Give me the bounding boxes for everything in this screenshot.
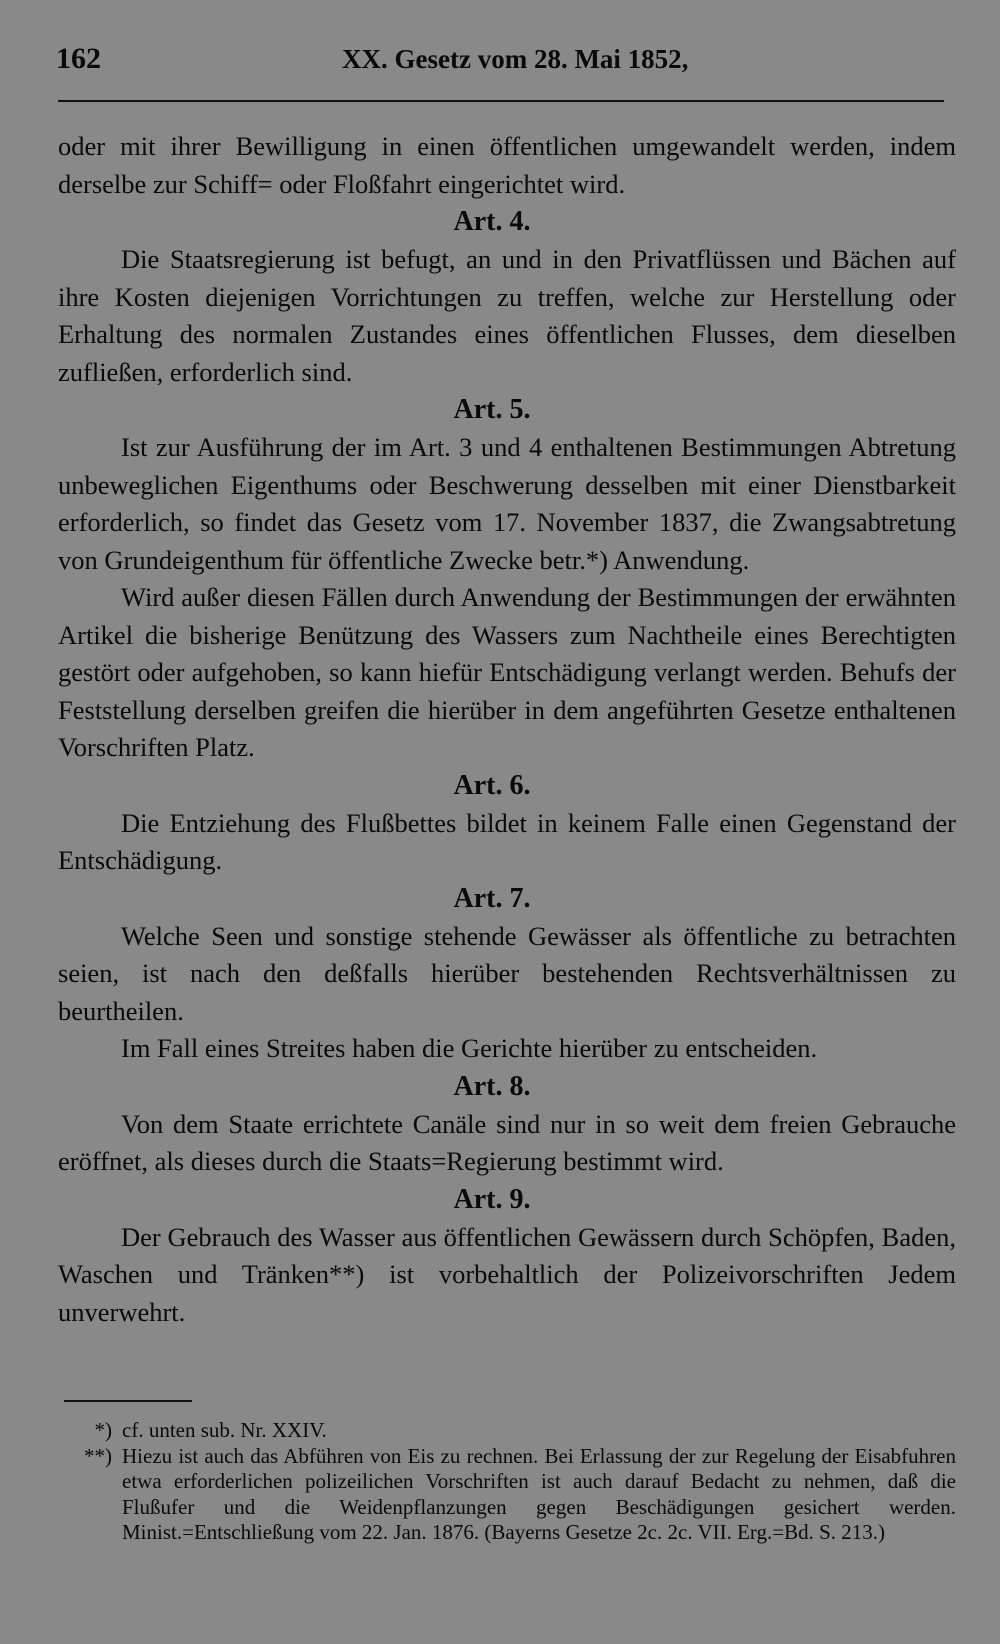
paragraph-art-5-b: Wird außer diesen Fällen durch Anwendung der Bestimmungen der erwähnten Artikel die bisherige Benützung des Wassers zum Nachtheile eines Berechtigten gestört oder aufgehoben, so kann hiefür Entschädigung verlangt werden. Behufs der Feststellung derselben greifen die hierüber in dem angeführten Gesetze enthaltenen Vorschriften Platz. <box>58 582 956 762</box>
running-title: XX. Gesetz vom 28. Mai 1852, <box>342 44 689 74</box>
article-heading-5: Art. 5. <box>453 394 531 425</box>
paragraph-art-8: Von dem Staate errichtete Canäle sind nur in so weit dem freien Gebrauche eröffnet, als dieses durch die Staats=Regierung bestimmt wird. <box>58 1108 956 1176</box>
paragraph-continuation: oder mit ihrer Bewilligung in einen öffentlichen umgewandelt werden, indem derselbe zur Schiff= oder Floßfahrt eingerichtet wird. <box>58 131 956 199</box>
page-header <box>56 42 946 82</box>
footnote-2 <box>58 1444 956 1546</box>
page-number: 162 <box>56 42 101 75</box>
footnote-mark: *) <box>94 1418 112 1442</box>
article-heading-6: Art. 6. <box>453 769 531 801</box>
footnotes <box>58 1418 956 1546</box>
footnote-rule <box>64 1400 192 1402</box>
article-heading-4: Art. 4. <box>453 206 531 237</box>
footnote-1 <box>58 1418 956 1444</box>
paragraph-art-7-b: Im Fall eines Streites haben die Gerichte hierüber zu entscheiden. <box>121 1033 818 1063</box>
article-heading-8: Art. 8. <box>453 1070 531 1102</box>
footnote-text: Hiezu ist auch das Abführen von Eis zu rechnen. Bei Erlassung der zur Regelung der Eisabfuhren etwa erforderlichen polizeilichen Vorschriften ist auch darauf Bedacht zu nehmen, daß die Flußufer und die Weidenpflanzungen gegen Beschädigungen gesichert werden. Minist.=Entschließung vom 22. Jan. 1876. (Bayerns Gesetze 2c. 2c. VII. Erg.=Bd. S. 213.) <box>122 1443 956 1544</box>
paragraph-art-4: Die Staatsregierung ist befugt, an und in den Privatflüssen und Bächen auf ihre Kosten diejenigen Vorrichtungen zu treffen, welche zur Herstellung oder Erhaltung des normalen Zustandes eines öffentlichen Flusses, dem dieselben zufließen, erforderlich sind. <box>58 244 956 387</box>
paragraph-art-9: Der Gebrauch des Wasser aus öffentlichen Gewässern durch Schöpfen, Baden, Waschen und Tränken**) ist vorbehaltlich der Polizeivorschriften Jedem unverwehrt. <box>58 1221 956 1327</box>
header-rule <box>58 100 944 102</box>
article-heading-7: Art. 7. <box>453 882 531 914</box>
footnote-text: cf. unten sub. Nr. XXIV. <box>122 1418 327 1442</box>
body-text <box>58 128 956 1331</box>
paragraph-art-5-a: Ist zur Ausführung der im Art. 3 und 4 enthaltenen Bestimmungen Abtretung unbeweglichen Eigenthums oder Beschwerung desselben mit einer Dienstbarkeit erforderlich, so findet das Gesetz vom 17. November 1837, die Zwangsabtretung von Grundeigenthum für öffentliche Zwecke betr.*) Anwendung. <box>58 432 956 575</box>
footnote-mark: **) <box>84 1443 112 1468</box>
article-heading-9: Art. 9. <box>453 1183 531 1215</box>
paragraph-art-6: Die Entziehung des Flußbettes bildet in keinem Falle einen Gegenstand der Entschädigung. <box>58 807 956 875</box>
paragraph-art-7-a: Welche Seen und sonstige stehende Gewässer als öffentliche zu betrachten seien, ist nach den deßfalls hierüber bestehenden Rechtsverhältnissen zu beurtheilen. <box>58 920 956 1026</box>
